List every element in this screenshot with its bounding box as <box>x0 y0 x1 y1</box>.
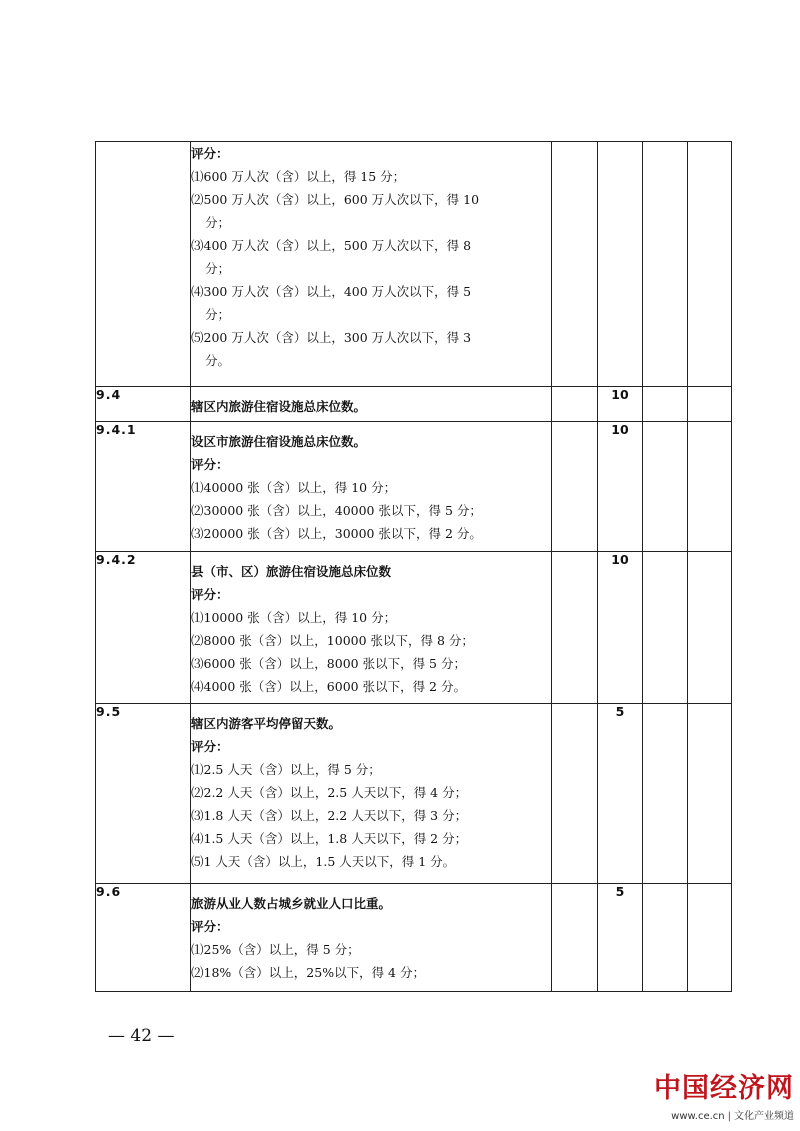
scoring-table <box>95 141 732 992</box>
scoring-rule: ⑷300 万人次（含）以上，400 万人次以下，得 5 <box>191 284 472 299</box>
item-content <box>191 387 552 422</box>
logo-name: 中国经济网 <box>654 1073 794 1104</box>
site-logo <box>644 1066 794 1122</box>
scoring-rule: ⑷4000 张（含）以上，6000 张以下，得 2 分。 <box>191 679 466 694</box>
item-title: 县（市、区）旅游住宿设施总床位数 <box>191 564 392 579</box>
table-row <box>96 142 732 387</box>
item-number: 9.6 <box>96 884 191 992</box>
scoring-rule: ⑶6000 张（含）以上，8000 张以下，得 5 分； <box>191 656 466 671</box>
scoring-rule: ⑸200 万人次（含）以上，300 万人次以下，得 3 <box>191 330 472 345</box>
blank-cell <box>643 142 688 387</box>
scoring-label: 评分： <box>191 739 229 754</box>
blank-cell <box>552 552 598 704</box>
blank-cell <box>688 884 732 992</box>
blank-cell <box>643 422 688 552</box>
scoring-label: 评分： <box>191 457 229 472</box>
blank-cell <box>643 387 688 422</box>
table-row <box>96 884 732 992</box>
item-content <box>191 142 552 387</box>
logo-url: www.ce.cn <box>671 1111 725 1122</box>
score-value: 5 <box>598 704 643 884</box>
blank-cell <box>688 142 732 387</box>
scoring-label: 评分： <box>191 919 229 934</box>
page-number: — 42 — <box>108 1026 175 1046</box>
scoring-rule: 分； <box>205 215 231 230</box>
scoring-rule: ⑷1.5 人天（含）以上，1.8 人天以下，得 2 分； <box>191 831 468 846</box>
score-value: 10 <box>598 422 643 552</box>
item-content <box>191 422 552 552</box>
logo-separator: | <box>727 1111 731 1122</box>
score-value <box>598 142 643 387</box>
blank-cell <box>688 704 732 884</box>
table-row <box>96 387 732 422</box>
blank-cell <box>643 884 688 992</box>
scoring-rule: ⑵30000 张（含）以上，40000 张以下，得 5 分； <box>191 503 482 518</box>
blank-cell <box>643 704 688 884</box>
scoring-rule: ⑵2.2 人天（含）以上，2.5 人天以下，得 4 分； <box>191 785 468 800</box>
scoring-rule: ⑵18%（含）以上，25%以下，得 4 分； <box>191 965 425 980</box>
blank-cell <box>552 884 598 992</box>
blank-cell <box>552 387 598 422</box>
item-title: 设区市旅游住宿设施总床位数。 <box>191 434 367 449</box>
score-value: 10 <box>598 387 643 422</box>
item-number <box>96 142 191 387</box>
scoring-rule: ⑴2.5 人天（含）以上，得 5 分； <box>191 762 381 777</box>
item-number: 9.4 <box>96 387 191 422</box>
table-row <box>96 552 732 704</box>
scoring-rule: ⑶400 万人次（含）以上，500 万人次以下，得 8 <box>191 238 472 253</box>
logo-channel: 文化产业频道 <box>734 1111 794 1122</box>
scoring-rule: 分； <box>205 261 231 276</box>
blank-cell <box>552 704 598 884</box>
item-title: 辖区内游客平均停留天数。 <box>191 716 342 731</box>
table-row <box>96 704 732 884</box>
scoring-rule: ⑶20000 张（含）以上，30000 张以下，得 2 分。 <box>191 526 482 541</box>
blank-cell <box>688 552 732 704</box>
scoring-rule: ⑵500 万人次（含）以上，600 万人次以下，得 10 <box>191 192 480 207</box>
scoring-label: 评分： <box>191 146 229 161</box>
item-title: 辖区内旅游住宿设施总床位数。 <box>191 399 367 414</box>
item-title: 旅游从业人数占城乡就业人口比重。 <box>191 896 392 911</box>
scoring-rule: ⑸1 人天（含）以上，1.5 人天以下，得 1 分。 <box>191 854 456 869</box>
item-content <box>191 704 552 884</box>
blank-cell <box>552 142 598 387</box>
score-value: 5 <box>598 884 643 992</box>
scoring-rule: ⑶1.8 人天（含）以上，2.2 人天以下，得 3 分； <box>191 808 468 823</box>
scoring-rule: 分。 <box>205 353 231 368</box>
item-number: 9.5 <box>96 704 191 884</box>
item-number: 9.4.1 <box>96 422 191 552</box>
scoring-rule: ⑴40000 张（含）以上，得 10 分； <box>191 480 397 495</box>
scoring-rule: ⑴25%（含）以上，得 5 分； <box>191 942 360 957</box>
scoring-label: 评分： <box>191 587 229 602</box>
item-content <box>191 884 552 992</box>
item-content <box>191 552 552 704</box>
blank-cell <box>643 552 688 704</box>
scoring-rule: ⑵8000 张（含）以上，10000 张以下，得 8 分； <box>191 633 474 648</box>
table-row <box>96 422 732 552</box>
scoring-rule: ⑴600 万人次（含）以上，得 15 分； <box>191 169 406 184</box>
item-number: 9.4.2 <box>96 552 191 704</box>
scoring-rule: 分； <box>205 307 231 322</box>
score-value: 10 <box>598 552 643 704</box>
scoring-rule: ⑴10000 张（含）以上，得 10 分； <box>191 610 397 625</box>
logo-subline <box>644 1107 794 1122</box>
blank-cell <box>688 387 732 422</box>
blank-cell <box>688 422 732 552</box>
blank-cell <box>552 422 598 552</box>
